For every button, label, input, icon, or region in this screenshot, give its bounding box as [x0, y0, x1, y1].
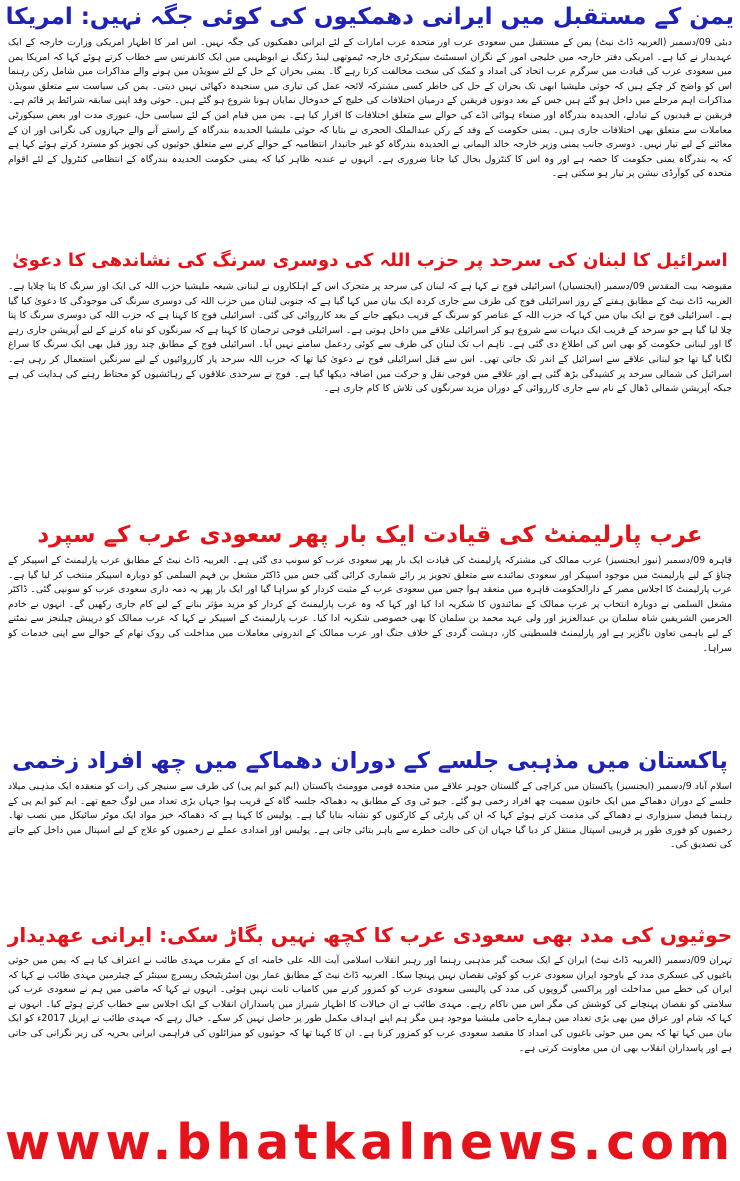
article-yemen-iran-threats [6, 2, 734, 266]
article-body: مقبوضہ بیت المقدس 09/دسمبر (ایجنسیاں) اسرائیلی فوج نے کہا ہے کہ لبنان کی سرحد پر متحرک اس کے اہلکاروں نے لبنانی شیعہ ملیشیا حزب اللہ کی ایک اور سرنگ کا پتا چلایا ہے۔ العربیہ ڈاٹ نیٹ کے مطابق ہفتے کے روز اسرائیلی فوج کی طرف سے جاری کردہ ایک بیان میں کہا گیا ہے کہ جنوبی لبنان میں حزب اللہ کی دوسری سرنگ کی موجودگی کا دعویٰ کیا گیا ہے۔ اسرائیلی فوج نے ایک بیان میں کہا کہ حزب اللہ کے عناصر کو سرنگ کے قریب دیکھے جانے کے بعد کارروائی کی گئی۔ اسرائیلی فوج کا کہنا ہے کہ حزب اللہ کی دوسری سرنگ کا پتا چلا لیا گیا ہے جو سرحد کے قریب ایک دیہات سے شروع ہو کر اسرائیلی علاقے میں داخل ہوتی ہے۔ اسرائیلی فوجی ترجمان کا کہنا ہے کہ سرنگوں کو تباہ کرنے کے لیے آپریشن جاری رہے گا اور لبنانی حکومت کو بھی اس کی اطلاع دی گئی ہے۔ تاہم اب تک لبنان کی طرف سے کوئی ردعمل سامنے نہیں آیا۔ اسرائیلی فوج کے مطابق چند روز قبل بھی ایک سرنگ کا سراغ لگایا گیا تھا جو لبنانی علاقے سے اسرائیل کے اندر تک جاتی تھی۔ اس سے قبل اسرائیلی فوج نے دعویٰ کیا تھا کہ حزب اللہ سرحد پار کارروائیوں کے لیے سرنگیں استعمال کر رہی ہے۔ اسرائیل کی شمالی سرحد پر کشیدگی بڑھ گئی ہے اور علاقے میں فوجی نقل و حرکت میں اضافہ دیکھا گیا ہے۔ فوج نے سرحدی علاقوں کے رہائشیوں کو محتاط رہنے کی ہدایت کی ہے جبکہ آپریشن شمالی ڈھال کے نام سے جاری کارروائی کے دوران مزید سرنگوں کی تلاش کا کام جاری ہے۔ [8, 281, 732, 395]
article-body: قاہرہ 09/دسمبر (نیوز ایجنسیز) عرب ممالک کی مشترکہ پارلیمنٹ کی قیادت ایک بار پھر سعودی عرب کو سونپ دی گئی ہے۔ العربیہ ڈاٹ نیٹ کے مطابق عرب پارلیمنٹ کے اسپیکر کے چناؤ کے لیے پارلیمنٹ میں موجود اسپیکر اور سعودی نمائندے سے متعلق تجویز پر رائے شماری کرائی گئی جس میں ڈاکٹر مشعل بن فہم السلمی کو دوبارہ اسپیکر منتخب کر لیا گیا ہے۔ عرب پارلیمنٹ کا اجلاس مصر کے دارالحکومت قاہرہ میں منعقد ہوا جس میں سعودی عرب کے مثبت کردار کو سراہا گیا اور ایک بار پھر یہ ذمہ داری سعودی عرب کو سونپی گئی۔ ڈاکٹر مشعل السلمی نے دوبارہ انتخاب پر عرب ممالک کے نمائندوں کا شکریہ ادا کیا اور کہا کہ وہ عرب پارلیمنٹ کے کردار کو مزید مؤثر بنانے کے لیے کام جاری رکھیں گے۔ انہوں نے خادم الحرمین الشریفین شاہ سلمان بن عبدالعزیز اور ولی عہد محمد بن سلمان کا بھی خصوصی شکریہ ادا کیا۔ عرب پارلیمنٹ کے اسپیکر نے کہا کہ عرب ممالک کو درپیش چیلنجز سے نمٹنے کے لیے باہمی تعاون ناگزیر ہے اور پارلیمنٹ فلسطینی کاز، دہشت گردی کے خلاف جنگ اور عرب ممالک کے اندرونی معاملات میں مداخلت کی روک تھام کے حوالے سے اپنی خدمات کو سراہا۔ [8, 555, 732, 654]
article-body: دبئی 09/دسمبر (العربیہ ڈاٹ نیٹ) یمن کے مستقبل میں سعودی عرب اور متحدہ عرب امارات کے لئے ایرانی دھمکیوں کی جگہ نہیں۔ اس امر کا اظہار امریکی وزارت خارجہ کے ایک عہدیدار نے کیا ہے۔ امریکی دفتر خارجہ میں خلیجی امور کے نگران اسسٹنٹ سیکرٹری خارجہ ٹیموتھی لینڈ رکنگ نے ابوظہبی میں ایک کانفرنس سے خطاب کرتے ہوئے کہا کہ امریکا یمن میں سعودی عرب کی قیادت میں سرگرم عرب اتحاد کی امداد و کمک کی سخت مخالفت کرتا رہے گا۔ یمنی بحران کے حل کے لئے سویڈن میں ہونے والے مذاکرات میں شامل رکن رہنما اس کو واضح کر چکے ہیں کہ حوثی ملیشیا ابھی تک بحران کے حل کی خاطر کسی مشترکہ لائحہ عمل کی تیاری میں سنجیدہ دکھائی نہیں دیتی۔ یمن کی سیاست سے متعلق سویڈن مذاکرات اہم مرحلے میں داخل ہو گئے ہیں جس کے بعد دونوں فریقین کے درمیان اختلافات کی خلیج کے خدوخال نمایاں ہونا شروع ہو گئے ہیں۔ حوثی وفد اپنی سابقہ شرائط پر قائم ہے۔ فریقین نے قیدیوں کے تبادلے، الحدیدہ بندرگاہ اور صنعاء ہوائی اڈے کی حوالے سے متعلق اختلافات کا اقرار کیا ہے۔ یمن میں قیام امن کے لئے سیاسی حل، عبوری مدت اور بعض سیکورٹی معاملات سے متعلق بھی اختلافات جاری ہیں۔ یمنی حکومت کے وفد کے رکن عبدالملک الحجری نے بتایا کہ حوثی ملیشیا الحدیدہ بندرگاہ کے راستے آنے والے جہازوں کی نگرانی اور ان کے معائنے کے لیے تیار نہیں۔ دوسری جانب یمنی وزیر خارجہ خالد الیمانی نے الحدیدہ بندرگاہ کو غیر جانبدار انتظامیہ کے حوالے کرنے سے متعلق حوثیوں کی تجویز کو مسترد کرتے ہوئے کہا ہے کہ یہ بندرگاہ یمنی حکومت کا حصہ ہے اور وہ اس کا کنٹرول بحال کیا جانا ضروری ہے۔ انہوں نے عندیہ ظاہر کیا کہ یمنی حکومت الحدیدہ بندرگاہ کے انتظامی کنٹرول کے لئے اقوام متحدہ کی کوآرڈی نیشن پر تیار ہو سکتی ہے۔ [8, 37, 732, 180]
article-houthi-iran-official [6, 920, 734, 1114]
article-body: اسلام آباد 9/دسمبر (ایجنسیز) پاکستان میں کراچی کے گلستان جوہر علاقے میں متحدہ قومی موومنٹ پاکستان (ایم کیو ایم پی) کی طرف سے سنیچر کی رات کو منعقدہ ایک مذہبی میلاد جلسے کے دوران دھماکے میں ایک خاتون سمیت چھ افراد زخمی ہو گئے۔ جیو ٹی وی کے مطابق یہ دھماکہ جلسہ گاہ کے قریب ہوا جہاں بڑی تعداد میں لوگ جمع تھے۔ ایم کیو ایم پی کے رہنما فیصل سبزواری نے دھماکے کی مذمت کرتے ہوئے کہا کہ ان کی پارٹی کے کارکنوں کو نشانہ بنایا گیا ہے۔ پولیس کا کہنا ہے کہ دھماکہ خیز مواد ایک موٹر سائیکل میں نصب تھا۔ زخمیوں کو فوری طور پر قریبی اسپتال منتقل کر دیا گیا جہاں ان کی حالت خطرے سے باہر بتائی جاتی ہے۔ پولیس اور امدادی عملے نے زخمیوں کو علاج کے لیے اسپتال میں داخل کیے جانے کی تصدیق کی۔ [8, 781, 732, 851]
article-pakistan-blast [6, 746, 734, 912]
article-israel-hezbollah-tunnel [6, 246, 734, 502]
article-headline: پاکستان میں مذہبی جلسے کے دوران دھماکے میں چھ افراد زخمی [12, 748, 728, 774]
article-arab-parliament [6, 520, 734, 738]
article-headline: عرب پارلیمنٹ کی قیادت ایک بار پھر سعودی عرب کے سپرد [37, 522, 703, 548]
website-url-banner: www.bhatkalnews.com [4, 1114, 736, 1171]
article-headline: اسرائیل کا لبنان کی سرحد پر حزب اللہ کی دوسری سرنگ کی نشاندھی کا دعویٰ [12, 250, 728, 271]
article-body: تہران 09/دسمبر (العربیہ ڈاٹ نیٹ) ایران کے ایک سخت گیر مذہبی رہنما اور رہبر انقلاب اسلامی آیت اللہ علی خامنہ ای کے مقرب مہدی طائب نے اعتراف کیا ہے کہ یمن میں حوثی باغیوں کی عسکری مدد کے باوجود ایران سعودی عرب کو کوئی نقصان نہیں پہنچا سکا۔ العربیہ ڈاٹ نیٹ کے مطابق عمار یون اسٹریٹیجک ریسرچ سینٹر کے چیئرمین مہدی طائب نے کہا کہ ایران کی خطے میں مداخلت اور پراکسی گروپوں کی مدد کی پالیسی سعودی عرب کو کمزور کرنے میں کامیاب ثابت نہیں ہوئی۔ انہوں نے کہا کہ ماضی میں ہم نے سعودی عرب کی سلامتی کو نقصان پہنچانے کی کوشش کی مگر اس میں ناکام رہے۔ مہدی طائب نے ان خیالات کا اظہار شیراز میں پاسداران انقلاب کے ایک اجلاس سے خطاب کرتے ہوئے کیا۔ انہوں نے کہا کہ شام اور عراق میں بھی بڑی تعداد میں ہمارے حامی ملیشیا موجود ہیں مگر ہم اپنے اہداف مکمل طور پر حاصل نہیں کر سکے۔ خیال رہے کہ مہدی طائب نے اپریل 2017ء کو ایک بیان میں کہا تھا کہ یمن میں حوثی باغیوں کی امداد کا مقصد سعودی عرب کو کمزور کرنا ہے۔ ان کا کہنا تھا کہ حوثیوں کو میزائلوں کی فراہمی ایرانی بحریہ کی زیر نگرانی کی جاتی ہے اور پاسداران انقلاب بھی ان میں معاونت کرتی ہے۔ [8, 955, 732, 1054]
article-headline: حوثیوں کی مدد بھی سعودی عرب کا کچھ نہیں بگاڑ سکی: ایرانی عھدیدار [7, 923, 733, 947]
article-headline: یمن کے مستقبل میں ایرانی دھمکیوں کی کوئی جگہ نہیں: امریکا [5, 4, 734, 30]
